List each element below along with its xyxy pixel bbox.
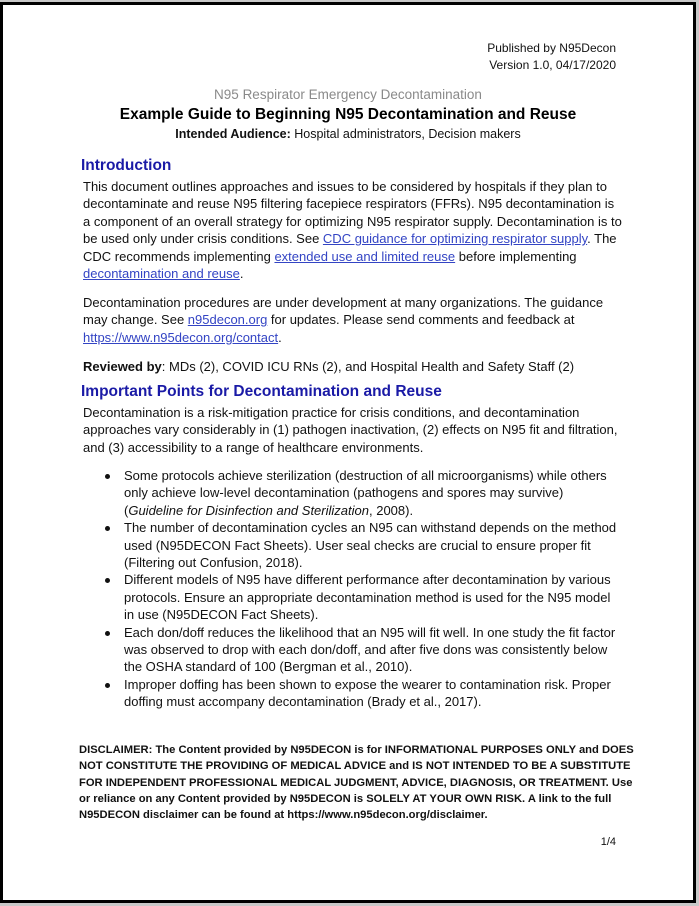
bullet-icon: [105, 631, 110, 636]
intro-text: . The CDC recommends implementing: [83, 231, 617, 264]
important-points-list: [83, 467, 623, 711]
introduction-heading: Introduction: [81, 157, 172, 174]
list-item: [83, 467, 623, 519]
n95decon-link[interactable]: n95decon.org: [187, 312, 268, 328]
bullet-text: Each don/doff reduces the likelihood that an N95 will fit well. In one study the fit factor was observed to drop with each don/doff, and after five dons was consistently below the OSHA standard of 100 (Bergman et al., 2010).: [124, 624, 616, 675]
intro-text: This document outlines approaches and issues to be considered by hospitals if they plan to decontaminate and reuse N95 filtering facepiece respirators (FFRs). N95 decontamination is a component of an overall strategy for optimizing N95 respirator supply. Decontamination is to be used only under crisis conditions. See: [83, 179, 622, 247]
list-item: [83, 624, 623, 676]
document-title: Example Guide to Beginning N95 Decontamination and Reuse: [119, 106, 577, 123]
document-kicker: N95 Respirator Emergency Decontamination: [214, 87, 482, 102]
disclaimer: DISCLAIMER: The Content provided by N95DECON is for INFORMATIONAL PURPOSES ONLY and DOES NOT CONSTITUTE THE PROVIDING OF MEDICAL ADVICE and IS NOT INTENDED TO BE A SUBSTITUTE FOR INDEPENDENT PROFESSIONAL MEDICAL JUDGMENT, ADVICE, DIAGNOSIS, OR TREATMENT. Use or reliance on any Content provided by N95DECON is SOLELY AT YOUR OWN RISK. A link to the full N95DECON disclaimer can be found at https://www.n95decon.org/disclaimer.: [79, 744, 634, 822]
updates-text: .: [278, 329, 282, 345]
citation-title: Guideline for Disinfection and Sterilization: [128, 502, 369, 518]
bullet-icon: [105, 578, 110, 583]
document-page: [0, 2, 696, 903]
bullet-icon: [105, 474, 110, 479]
intro-text: .: [239, 266, 244, 282]
bullet-text: Improper doffing has been shown to expose the wearer to contamination risk. Proper doffing must accompany decontamination (Brady et al., 2017).: [124, 676, 611, 710]
audience-value: Hospital administrators, Decision makers: [290, 127, 521, 141]
bullet-text: The number of decontamination cycles an N95 can withstand depends on the method used (N95DECON Fact Sheets). User seal checks are crucial to ensure proper fit (Filtering out Confusion, 2018).: [124, 520, 617, 571]
list-item: [83, 519, 623, 571]
page-number: 1/4: [600, 836, 616, 848]
updates-text: Decontamination procedures are under development at many organizations. The guidance may change. See: [83, 295, 604, 328]
important-points-heading: Important Points for Decontamination and Reuse: [81, 383, 442, 400]
updates-text: for updates. Please send comments and feedback at: [267, 312, 575, 328]
bullet-text: Some protocols achieve sterilization (destruction of all microorganisms) while others only achieve low-level decontamination (pathogens and spores may survive) (: [124, 468, 607, 518]
version-info: Version 1.0, 04/17/2020: [489, 58, 616, 72]
cdc-guidance-link[interactable]: CDC guidance for optimizing respirator supply: [322, 231, 588, 247]
intro-text: before implementing: [455, 248, 577, 264]
reviewed-by: [83, 358, 623, 375]
audience-label: Intended Audience:: [175, 127, 291, 141]
updates-paragraph: [83, 294, 623, 346]
introduction-paragraph: [83, 178, 623, 282]
bullet-icon: [105, 683, 110, 688]
bullet-icon: [105, 526, 110, 531]
bullet-text: Different models of N95 have different performance after decontamination by various protocols. Ensure an appropriate decontamination method is used for the N95 model in use (N95DECON Fact Sheets).: [124, 572, 611, 623]
contact-link[interactable]: https://www.n95decon.org/contact: [83, 329, 279, 345]
published-by: Published by N95Decon: [487, 41, 616, 55]
list-item: [83, 571, 623, 623]
bullet-text: , 2008).: [368, 502, 414, 518]
intended-audience: [3, 127, 693, 141]
extended-use-link[interactable]: extended use and limited reuse: [274, 248, 456, 264]
list-item: [83, 676, 623, 711]
reviewed-value: : MDs (2), COVID ICU RNs (2), and Hospital Health and Safety Staff (2): [161, 359, 575, 374]
decontamination-reuse-link[interactable]: decontamination and reuse: [83, 266, 240, 282]
reviewed-label: Reviewed by: [83, 359, 162, 374]
important-points-intro: Decontamination is a risk-mitigation practice for crisis conditions, and decontamination approaches vary considerably in (1) pathogen inactivation, (2) effects on N95 fit and filtration, and (3) accessibility to a range of healthcare environments.: [83, 405, 618, 455]
